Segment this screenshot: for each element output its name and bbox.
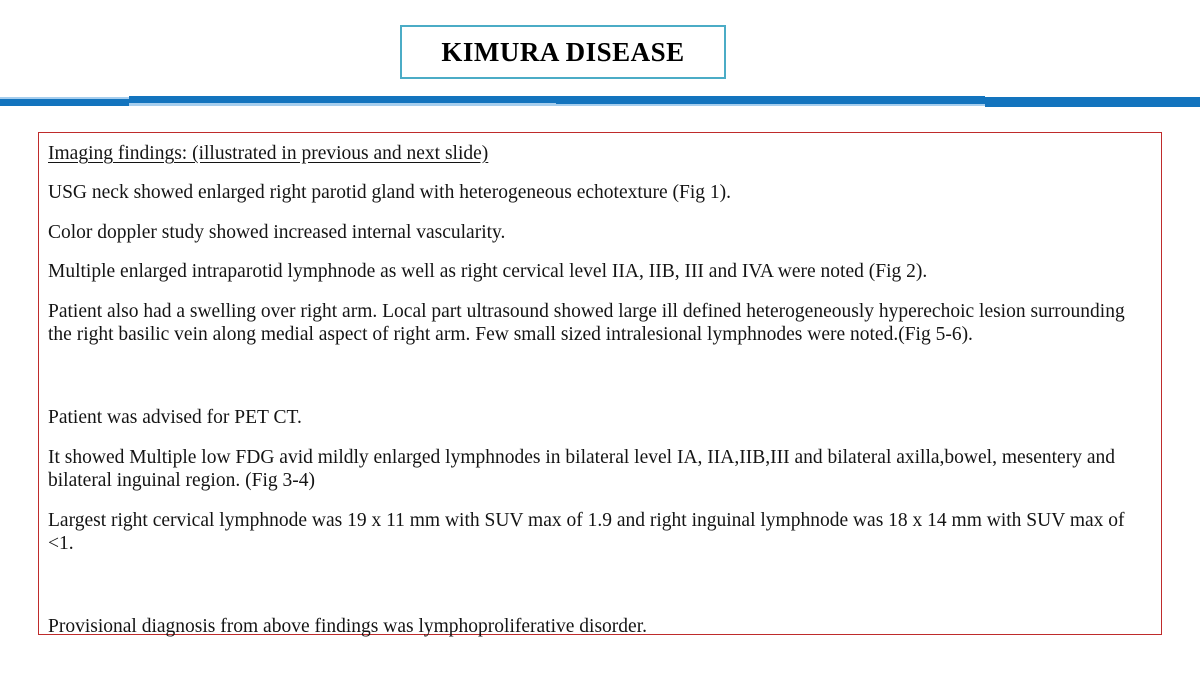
findings-heading: Imaging findings: (illustrated in previous and next slide) (48, 143, 489, 164)
finding-paragraph-pet-ct-advised: Patient was advised for PET CT. (48, 407, 302, 429)
finding-paragraph-lymphnode-sizes: Largest right cervical lymphnode was 19 x 11 mm with SUV max of 1.9 and right inguinal lymphnode was 18 x 14 mm with SUV max of <1. (48, 509, 1125, 554)
slide-title: KIMURA DISEASE (441, 36, 685, 67)
slide-title-box (400, 25, 726, 79)
finding-paragraph-lymphnodes-cervical: Multiple enlarged intraparotid lymphnode as well as right cervical level IIA, IIB, III and IVA were noted (Fig 2). (48, 261, 928, 283)
divider-segment-3 (556, 96, 985, 106)
blank-gap-1 (48, 362, 1149, 406)
divider-segment-4 (985, 97, 1200, 107)
finding-paragraph-usg-neck: USG neck showed enlarged right parotid gland with heterogeneous echotexture (Fig 1). (48, 182, 732, 204)
divider-segment-1 (0, 97, 129, 106)
finding-paragraph-color-doppler: Color doppler study showed increased internal vascularity. (48, 221, 506, 243)
finding-paragraph-provisional-diagnosis: Provisional diagnosis from above findings was lymphoproliferative disorder. (48, 616, 647, 638)
findings-box (38, 132, 1162, 638)
blue-divider-bar (0, 96, 1200, 107)
finding-paragraph-pet-ct-result: It showed Multiple low FDG avid mildly enlarged lymphnodes in bilateral level IA, IIA,IIB,III and bilateral axilla,bowel, mesentery and bilateral inguinal region. (Fig 3-4) (48, 446, 1115, 492)
finding-paragraph-right-arm: Patient also had a swelling over right arm. Local part ultrasound showed large ill defined heterogeneously hyperechoic lesion surrounding the right basilic vein along medial aspect of right arm. Few small sized intralesional lymphnodes were noted.(Fig 5-6). (48, 300, 1125, 345)
divider-segment-2 (129, 96, 556, 106)
blank-gap-2 (48, 571, 1149, 615)
